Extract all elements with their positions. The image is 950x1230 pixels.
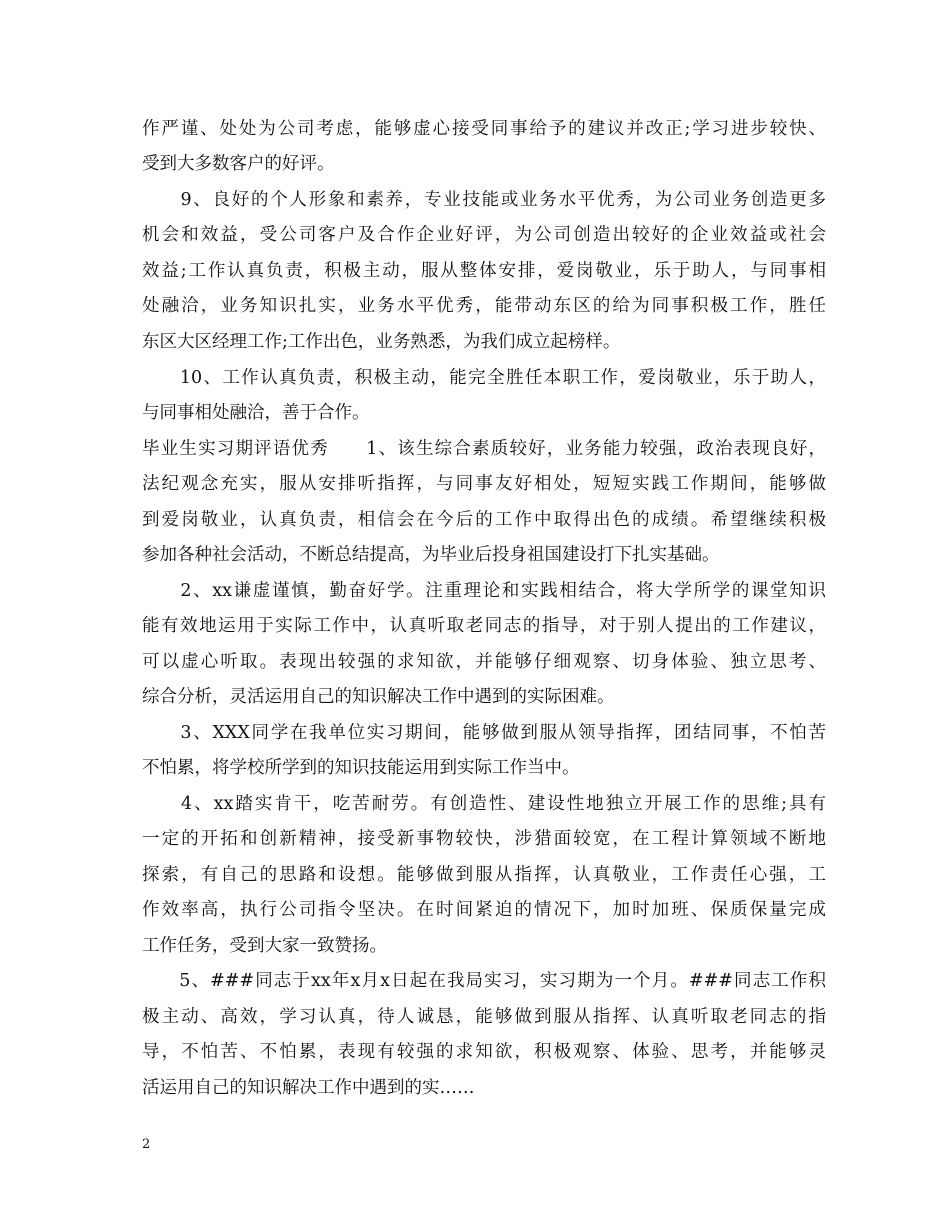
- text-line: 作严谨、处处为公司考虑，能够虚心接受同事给予的建议并改正;学习进步较快、: [142, 119, 826, 139]
- text-line: 工作任务，受到大家一致赞扬。: [142, 936, 387, 956]
- page-number: 2: [142, 1137, 151, 1152]
- text-line: 毕业生实习期评语优秀 1、该生综合素质较好，业务能力较强，政治表现良好，: [142, 439, 826, 459]
- text-line: 导，不怕苦、不怕累，表现有较强的求知欲，积极观察、体验、思考，并能够灵: [142, 1042, 826, 1062]
- text-line: 处融洽，业务知识扎实，业务水平优秀，能带动东区的给为同事积极工作，胜任: [142, 296, 826, 316]
- text-line: 探索，有自己的思路和设想。能够做到服从指挥，认真敬业，工作责任心强，工: [142, 865, 826, 885]
- text-line: 10、工作认真负责，积极主动，能完全胜任本职工作，爱岗敬业，乐于助人，: [142, 368, 826, 388]
- text-line: 东区大区经理工作;工作出色，业务熟悉，为我们成立起榜样。: [142, 332, 621, 352]
- text-line: 一定的开拓和创新精神，接受新事物较快，涉猎面较宽，在工程计算领域不断地: [142, 829, 826, 849]
- text-line: 综合分析，灵活运用自己的知识解决工作中遇到的实际困难。: [142, 687, 615, 707]
- text-line: 受到大多数客户的好评。: [142, 154, 335, 174]
- text-line: 到爱岗敬业，认真负责，相信会在今后的工作中取得出色的成绩。希望继续积极: [142, 510, 826, 530]
- text-line: 参加各种社会活动，不断总结提高，为毕业后投身祖国建设打下扎实基础。: [142, 545, 720, 565]
- text-line: 机会和效益，受公司客户及合作企业好评，为公司创造出较好的企业效益或社会: [142, 225, 826, 245]
- text-line: 作效率高，执行公司指令坚决。在时间紧迫的情况下，加时加班、保质保量完成: [142, 900, 826, 920]
- text-line: 法纪观念充实，服从安排听指挥，与同事友好相处，短短实践工作期间，能够做: [142, 474, 826, 494]
- text-line: 效益;工作认真负责，积极主动，服从整体安排，爱岗敬业，乐于助人，与同事相: [142, 261, 826, 281]
- text-line: 4、xx踏实肯干，吃苦耐劳。有创造性、建设性地独立开展工作的思维;具有: [142, 794, 826, 814]
- text-line: 极主动、高效，学习认真，待人诚恳，能够做到服从指挥、认真听取老同志的指: [142, 1007, 826, 1027]
- text-line: 不怕累，将学校所学到的知识技能运用到实际工作当中。: [142, 758, 580, 778]
- text-line: 能有效地运用于实际工作中，认真听取老同志的指导，对于别人提出的工作建议，: [142, 616, 826, 636]
- text-line: 与同事相处融洽，善于合作。: [142, 403, 370, 423]
- text-line: 2、xx谦虚谨慎，勤奋好学。注重理论和实践相结合，将大学所学的课堂知识: [142, 581, 826, 601]
- text-line: 可以虚心听取。表现出较强的求知欲，并能够仔细观察、切身体验、独立思考、: [142, 652, 826, 672]
- text-line: 活运用自己的知识解决工作中遇到的实……: [142, 1078, 475, 1098]
- text-line: 3、XXX同学在我单位实习期间，能够做到服从领导指挥，团结同事，不怕苦: [142, 723, 826, 743]
- text-line: 9、良好的个人形象和素养，专业技能或业务水平优秀，为公司业务创造更多: [142, 190, 826, 210]
- text-line: 5、###同志于xx年x月x日起在我局实习，实习期为一个月。###同志工作积: [142, 971, 826, 991]
